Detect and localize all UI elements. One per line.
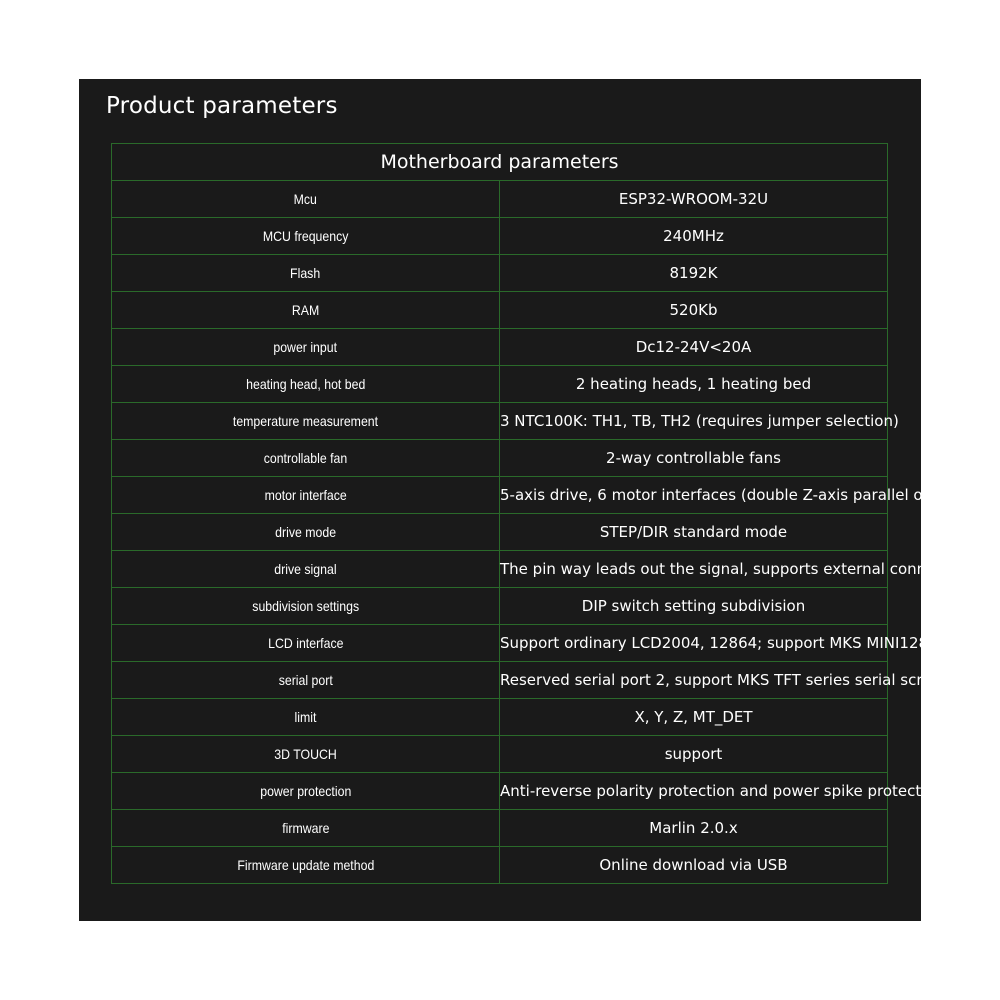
param-value: 2-way controllable fans — [500, 440, 888, 477]
param-value: 240MHz — [500, 218, 888, 255]
table-row — [112, 329, 888, 366]
table-row — [112, 366, 888, 403]
table-row — [112, 514, 888, 551]
table-body — [112, 181, 973, 884]
table-row — [112, 218, 888, 255]
param-label: power input — [273, 339, 338, 355]
param-label-cell — [112, 773, 500, 810]
param-label: power protection — [259, 783, 352, 799]
table-row — [112, 847, 888, 884]
table-row — [112, 662, 888, 699]
param-label: Mcu — [293, 191, 318, 207]
param-value: STEP/DIR standard mode — [500, 514, 888, 551]
param-label-cell — [112, 292, 500, 329]
param-label: limit — [294, 709, 317, 725]
param-label-cell — [112, 477, 500, 514]
param-label-cell — [112, 440, 500, 477]
param-value: Anti-reverse polarity protection and power spike protection — [500, 773, 888, 810]
param-label: motor interface — [264, 487, 347, 503]
param-value: 3 NTC100K: TH1, TB, TH2 (requires jumper selection) — [500, 403, 888, 440]
param-value: DIP switch setting subdivision — [500, 588, 888, 625]
param-label: Flash — [290, 265, 321, 281]
param-label-cell — [112, 403, 500, 440]
table-row — [112, 773, 888, 810]
param-value: 5-axis drive, 6 motor interfaces (double Z-axis parallel output) — [500, 477, 888, 514]
param-value: 8192K — [500, 255, 888, 292]
product-parameters-panel — [79, 79, 973, 921]
param-value: Dc12-24V<20A — [500, 329, 888, 366]
table-heading: Motherboard parameters — [112, 144, 888, 181]
param-value: support — [500, 736, 888, 773]
table-header-row — [112, 144, 888, 181]
param-label-cell — [112, 847, 500, 884]
table-row — [112, 699, 888, 736]
param-label-cell — [112, 514, 500, 551]
param-label: temperature measurement — [232, 413, 379, 429]
table-row — [112, 736, 888, 773]
param-label: RAM — [291, 302, 320, 318]
param-label: Firmware update method — [237, 857, 374, 873]
table-row — [112, 292, 888, 329]
param-label: MCU frequency — [262, 228, 349, 244]
param-value: Marlin 2.0.x — [500, 810, 888, 847]
table-row — [112, 625, 888, 662]
page-title: Product parameters — [106, 93, 338, 119]
param-label: serial port — [278, 672, 333, 688]
param-value: The pin way leads out the signal, supports external connection — [500, 551, 888, 588]
param-label-cell — [112, 699, 500, 736]
param-label-cell — [112, 181, 500, 218]
param-label: drive signal — [274, 561, 337, 577]
param-label-cell — [112, 625, 500, 662]
param-label-cell — [112, 255, 500, 292]
param-value: Online download via USB — [500, 847, 888, 884]
param-value: Reserved serial port 2, support MKS TFT series serial screen — [500, 662, 888, 699]
table-row — [112, 810, 888, 847]
param-label: heating head, hot bed — [245, 376, 366, 392]
param-label-cell — [112, 366, 500, 403]
param-label-cell — [112, 218, 500, 255]
param-label-cell — [112, 736, 500, 773]
table-row — [112, 440, 888, 477]
param-value: X, Y, Z, MT_DET — [500, 699, 888, 736]
table-row — [112, 477, 888, 514]
param-label: drive mode — [275, 524, 336, 540]
table-row — [112, 551, 888, 588]
param-label-cell — [112, 551, 500, 588]
table-row — [112, 181, 888, 218]
table-row — [112, 255, 888, 292]
table-row — [112, 403, 888, 440]
param-value: Support ordinary LCD2004, 12864; support MKS MINI12864 V3 — [500, 625, 888, 662]
param-value: 520Kb — [500, 292, 888, 329]
param-label-cell — [112, 588, 500, 625]
param-label-cell — [112, 810, 500, 847]
param-label: firmware — [281, 820, 330, 836]
table-row — [112, 588, 888, 625]
param-label: LCD interface — [267, 635, 344, 651]
param-label: subdivision settings — [252, 598, 359, 614]
param-label: 3D TOUCH — [274, 746, 337, 762]
param-label-cell — [112, 662, 500, 699]
motherboard-parameters-table — [111, 143, 973, 884]
param-label: controllable fan — [263, 450, 348, 466]
param-label-cell — [112, 329, 500, 366]
param-value: 2 heating heads, 1 heating bed — [500, 366, 888, 403]
param-value: ESP32-WROOM-32U — [500, 181, 888, 218]
